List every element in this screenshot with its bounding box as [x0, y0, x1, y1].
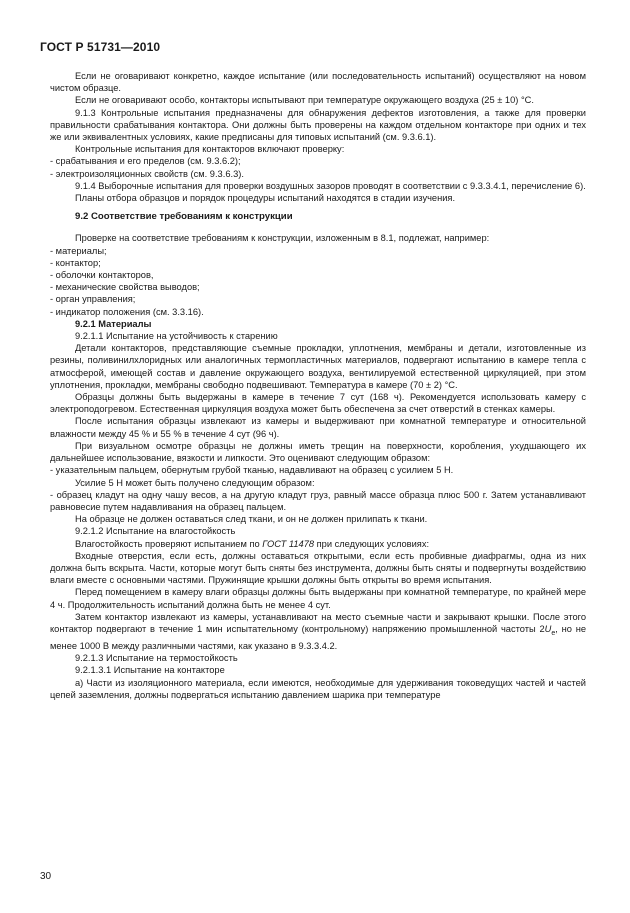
paragraph: Образцы должны быть выдержаны в камере в течение 7 сут (168 ч). Рекомендуется использовать камеру с электроподогревом. Естественная циркуляция воздуха может быть обеспечена за счет отверстий в стенках камеры.	[50, 392, 586, 415]
document-header: ГОСТ Р 51731—2010	[40, 40, 161, 54]
paragraph: а) Части из изоляционного материала, если имеются, необходимые для удерживания токоведущих частей и частей цепей заземления, должны подвергаться испытанию давлением шарика при температуре	[50, 677, 586, 700]
paragraph: Входные отверстия, если есть, должны оставаться открытыми, если есть пробивные диафрагмы, одна из них должна быть вскрыта. Части, которые могут быть сняты без инструмента, должны быть сняты и подвергнуты воздействию влаги вместе с основными частями. Пружинящие крышки должны быть открыты во время испытания.	[50, 550, 586, 586]
paragraph: Контрольные испытания для контакторов включают проверку:	[75, 144, 345, 155]
paragraph: Если не оговаривают конкретно, каждое испытание (или последовательность испытаний) осуществляют на новом чистом образце.	[50, 71, 586, 94]
section-heading-9-2: 9.2 Соответствие требованиям к конструкции	[75, 211, 293, 223]
voltage-subscript: e	[551, 629, 556, 637]
paragraph: Перед помещением в камеру влаги образцы должны быть выдержаны при комнатной температуре, по крайней мере 4 ч. Продолжительность испытаний должна быть не менее 4 сут.	[50, 587, 586, 610]
voltage-symbol: U	[544, 623, 552, 634]
list-item: - образец кладут на одну чашу весов, а на другую кладут груз, равный массе образца плюс 500 г. Затем устанавливают равновесие путем надавливания на образец пальцем.	[50, 489, 586, 512]
paragraph: Детали контакторов, представляющие съемные прокладки, уплотнения, мембраны и детали, изготовленные из резины, поливинилхлоридных или аналогичных термопластичных материалов, подвергают испытанию в камере тепла с атмосферой, имеющей состав и давление окружающего воздуха, вентилируемой естественной циркуляцией, при этом уплотнения, прокладки, мембраны свободно подвешивают. Температура в камере (70 ± 2) °С.	[50, 343, 586, 390]
list-item: - указательным пальцем, обернутым грубой тканью, надавливают на образец с усилием 5 Н.	[50, 465, 454, 476]
paragraph	[50, 611, 586, 652]
list-item: - механические свойства выводов;	[50, 282, 200, 293]
paragraph: 9.1.4 Выборочные испытания для проверки воздушных зазоров проводят в соответствии с 9.3.3.4.1, перечисление 6).	[75, 180, 586, 191]
list-item: - материалы;	[50, 245, 107, 256]
list-item: - оболочки контакторов,	[50, 270, 154, 281]
text-run: Влагостойкость проверяют испытанием по	[75, 538, 263, 549]
list-item: - электроизоляционных свойств (см. 9.3.6.3).	[50, 168, 244, 179]
text-run: при следующих условиях:	[314, 538, 430, 549]
text-run: Затем контактор извлекают из камеры, устанавливают на место съемные части и закрывают крышки. После этого контактор подвергают в течение 1 мин испытательному (контрольному) напряжению промышленной частоты 2	[50, 611, 586, 634]
clause-title: 9.2.1.2 Испытание на влагостойкость	[75, 526, 236, 537]
paragraph	[50, 538, 586, 550]
paragraph: Если не оговаривают особо, контакторы испытывают при температуре окружающего воздуха (25 ± 10) °С.	[75, 95, 534, 106]
paragraph: Усилие 5 Н может быть получено следующим образом:	[75, 477, 315, 488]
subsection-heading-9-2-1: 9.2.1 Материалы	[75, 318, 152, 329]
document-body	[50, 70, 586, 701]
clause-title: 9.2.1.3 Испытание на термостойкость	[75, 653, 238, 664]
page-number: 30	[40, 871, 52, 882]
paragraph: При визуальном осмотре образцы не должны иметь трещин на поверхности, коробления, ухудшающего их дальнейшее использование, вязкости и липкости. Это оценивают следующим образом:	[50, 440, 586, 464]
text-run: , но не менее 1000 В между различными частями, как указано в 9.3.3.4.2.	[50, 623, 586, 651]
paragraph: Планы отбора образцов и порядок процедуры испытаний находятся в стадии изучения.	[75, 193, 456, 204]
list-item: - индикатор положения (см. 3.3.16).	[50, 306, 204, 317]
paragraph: 9.1.3 Контрольные испытания предназначены для обнаружения дефектов изготовления, а также для проверки правильности срабатывания контактора. Они должны быть проверены на каждом отдельном контакторе при одних и тех же или эквивалентных условиях, какие предписаны для типовых испытаний (см. 9.3.6.1).	[50, 107, 586, 143]
list-item: - орган управления;	[50, 294, 136, 305]
standard-reference: ГОСТ 11478	[262, 538, 315, 549]
clause-title: 9.2.1.1 Испытание на устойчивость к старению	[75, 331, 278, 342]
list-item: - срабатывания и его пределов (см. 9.3.6.2);	[50, 156, 241, 167]
list-item: - контактор;	[50, 257, 101, 268]
paragraph: Проверке на соответствие требованиям к конструкции, изложенным в 8.1, подлежат, например:	[75, 233, 490, 244]
clause-title: 9.2.1.3.1 Испытание на контакторе	[75, 665, 225, 676]
paragraph: На образце не должен оставаться след ткани, и он не должен прилипать к ткани.	[75, 514, 428, 525]
paragraph: После испытания образцы извлекают из камеры и выдерживают при комнатной температуре и относительной влажности между 45 % и 55 % в течение 4 сут (96 ч).	[50, 416, 586, 439]
